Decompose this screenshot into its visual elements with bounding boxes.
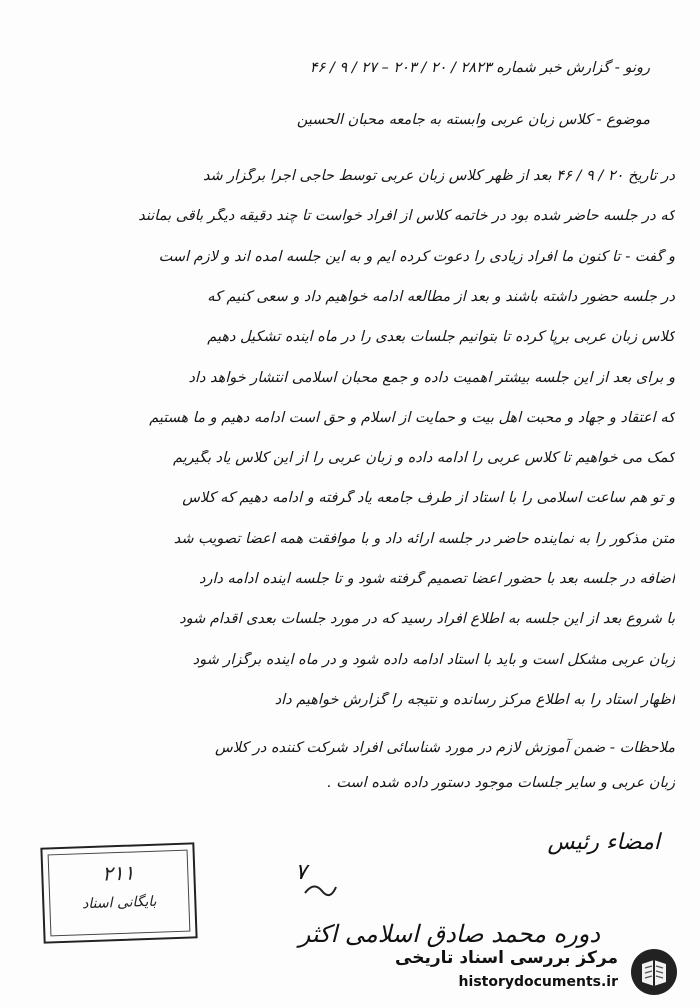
historydocuments-logo-icon [628,946,680,998]
watermark-persian-name: مرکز بررسی اسناد تاریخی [395,948,618,968]
archive-stamp [40,842,197,943]
watermark [395,944,680,1000]
watermark-url: historydocuments.ir [458,974,618,990]
notes-line-2: زبان عربی و سایر جلسات موجود دستور داده شده است . [327,775,675,791]
document-subject-line: موضوع - کلاس زبان عربی وابسته به جامعه محبان الحسین [296,112,650,128]
body-line: کلاس زبان عربی برپا کرده تا بتوانیم جلسات بعدی را در ماه آینده تشکیل دهیم [207,329,675,346]
body-line: اظهار استاد را به اطلاع مرکز رسانده و نتیجه را گزارش خواهیم داد [274,691,675,708]
signature-initial: امضاء رئیس [547,830,660,855]
stamp-number: ۲۱۱ [101,860,135,886]
body-line: با شروع بعد از این جلسه به اطلاع افراد رسید که در مورد جلسات بعدی اقدام شود [179,611,675,628]
body-line: متن مذکور را به نماینده حاضر در جلسه ارائه داد و با موافقت همه اعضا تصویب شد [173,530,675,547]
stamp-label: بایگانی اسناد [81,893,157,913]
body-line: که در جلسه حاضر شده بود در خاتمه کلاس از افراد خواست تا چند دقیقه دیگر باقی بمانند [138,208,675,225]
body-line: که اعتقاد و جهاد و محبت اهل بیت و حمایت از اسلام و حق است ادامه دهیم و ما هستیم [149,409,675,426]
body-line: و گفت - تا کنون ما افراد زیادی را دعوت کرده ایم و به این جلسه آمده اند و لازم است [158,248,675,265]
body-line: اضافه در جلسه بعد با حضور اعضا تصمیم گرفته شود و تا جلسه آینده ادامه دارد [198,571,675,587]
notes-line-1: ملاحظات - ضمن آموزش لازم در مورد شناسائی افراد شرکت کننده در کلاس [215,740,675,756]
signature-number: ۷ [295,860,307,885]
signature-name: دوره محمد صادق اسلامی اکثر [298,920,600,948]
pen-mark-stroke [300,875,340,905]
body-line: کمک می خواهیم تا کلاس عربی را ادامه داده و زبان عربی را از این کلاس یاد بگیریم [172,450,675,467]
body-line: در تاریخ ۲۰ / ۹ / ۴۶ بعد از ظهر کلاس زبان عربی توسط حاجی اجرا برگزار شد [202,168,675,184]
document-reference-line: رونو - گزارش خبر شماره ۲۸۲۳ / ۲۰ / ۲۰۳ – ۲۷ / ۹ / ۴۶ [309,60,650,76]
body-line: و تو هم ساعت اسلامی را با استاد از طرف جامعه یاد گرفته و ادامه دهیم که کلاس [182,490,675,507]
body-line: و برای بعد از این جلسه بیشتر اهمیت داده و جمع محبان اسلامی انتشار خواهد داد [188,369,675,386]
body-line: در جلسه حضور داشته باشند و بعد از مطالعه ادامه خواهیم داد و سعی کنیم که [207,288,675,305]
body-line: زبان عربی مشکل است و باید با استاد ادامه داده شود و در ماه آینده برگزار شود [192,651,675,668]
